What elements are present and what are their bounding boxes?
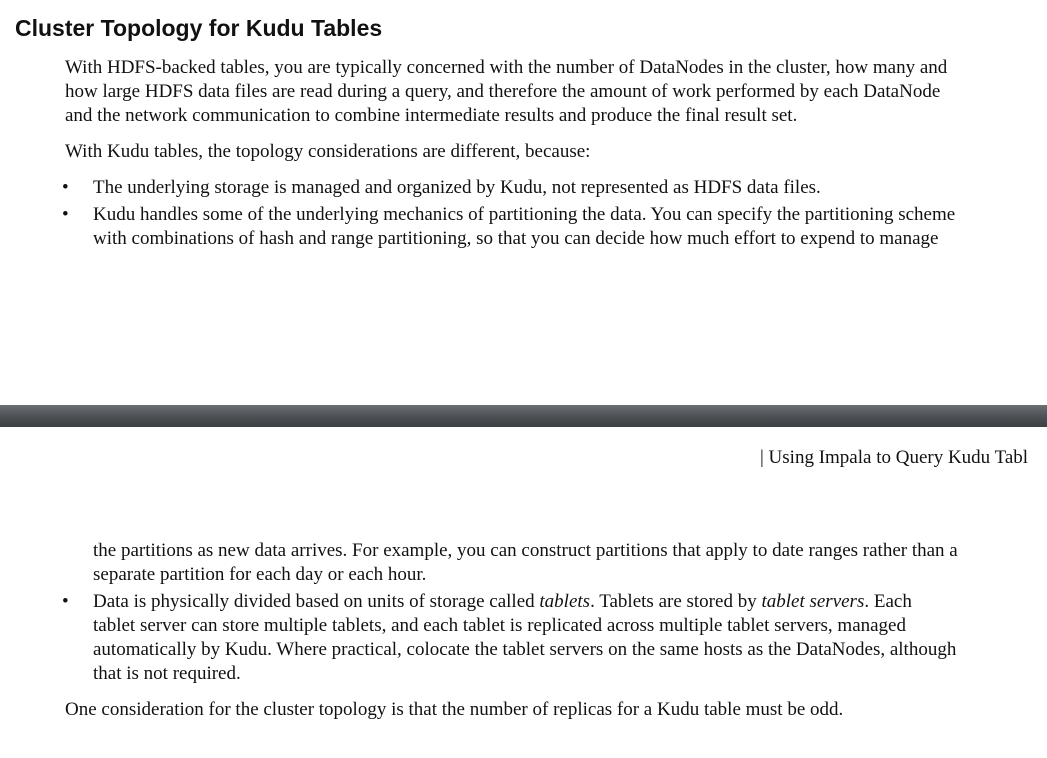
bullet-2-line-2: with combinations of hash and range partitioning, so that you can decide how much effort to expend to manage: [93, 228, 939, 249]
bullet-2-cont-line-1: the partitions as new data arrives. For example, you can construct partitions that apply to date ranges rather than a: [93, 540, 958, 561]
section-heading: Cluster Topology for Kudu Tables: [15, 15, 383, 41]
intro-line-2: how large HDFS data files are read during a query, and therefore the amount of work performed by each DataNode: [65, 81, 941, 102]
bullet-2-cont-line-2: separate partition for each day or each hour.: [93, 564, 427, 585]
bullet-2-text: [93, 203, 955, 251]
bullet-2-marker: •: [62, 204, 69, 225]
bullet-3-line-4: that is not required.: [93, 663, 241, 684]
bullet-3-line-3: automatically by Kudu. Where practical, colocate the tablet servers on the same hosts as the DataNodes, although: [93, 639, 957, 660]
bullet-3-text: [93, 590, 956, 686]
bullet-3-line-1-b: . Tablets are stored by: [590, 591, 762, 612]
page-break-divider: [0, 405, 1047, 427]
bullet-2-continuation: [93, 539, 958, 587]
bullet-1-marker: •: [62, 177, 69, 198]
bullet-3-line-1-c: . Each: [864, 591, 912, 612]
bullet-1-text: The underlying storage is managed and organized by Kudu, not represented as HDFS data files.: [93, 177, 821, 198]
bullet-3-marker: •: [62, 591, 69, 612]
tablet-servers-term: tablet servers: [761, 591, 865, 612]
bullet-2-line-1: Kudu handles some of the underlying mechanics of partitioning the data. You can specify the partitioning scheme: [93, 204, 956, 225]
intro-line-1: With HDFS-backed tables, you are typically concerned with the number of DataNodes in the cluster, how many and: [65, 57, 948, 78]
intro-line-3: and the network communication to combine intermediate results and produce the final result set.: [65, 105, 798, 126]
bullet-3-line-1: [93, 590, 956, 614]
closing-paragraph: One consideration for the cluster topology is that the number of replicas for a Kudu table must be odd.: [65, 699, 844, 720]
bullet-3-line-2: tablet server can store multiple tablets, and each tablet is replicated across multiple tablet servers, managed: [93, 615, 906, 636]
intro-paragraph: [65, 56, 947, 128]
kudu-intro-paragraph: With Kudu tables, the topology considerations are different, because:: [65, 141, 591, 162]
tablets-term: tablets: [539, 591, 591, 612]
running-header: | Using Impala to Query Kudu Tabl: [760, 447, 1029, 468]
bullet-3-line-1-a: Data is physically divided based on units of storage called: [93, 591, 540, 612]
